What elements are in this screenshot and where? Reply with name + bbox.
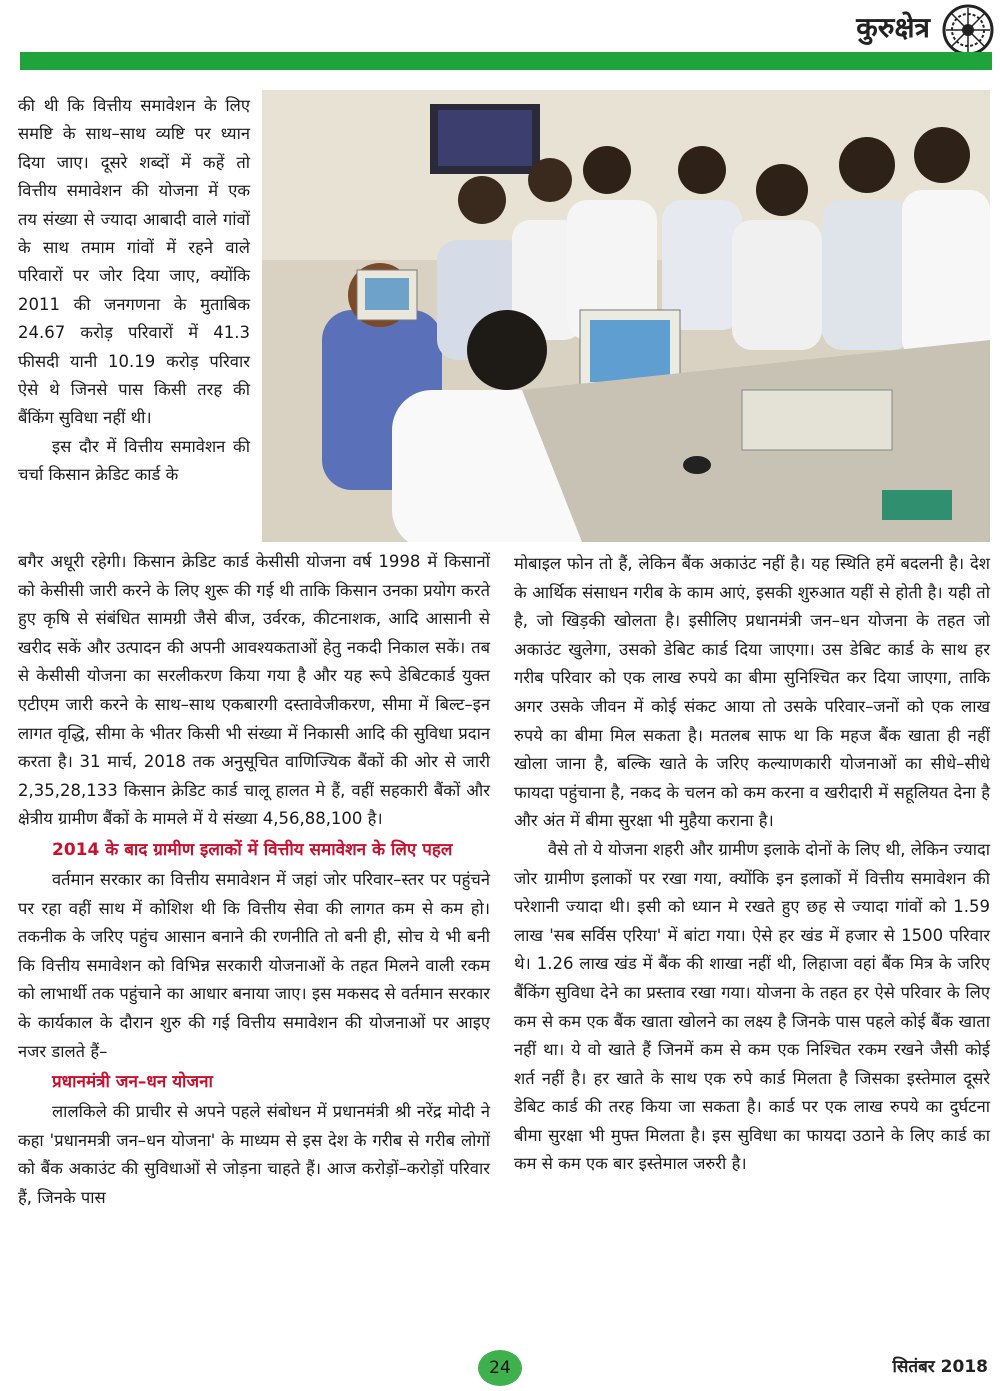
left-paragraph-2: वर्तमान सरकार का वित्तीय समावेशन में जहां जोर परिवार–स्तर पर पहुंचने पर रहा वहीं साथ में कोशिश थी कि वित्तीय सेवा की लागत कम से कम हो। तकनीक के जरिए पहुंच आसान बनाने की रणनीति तो बनी ही, सोच ये भी बनी कि वित्तीय समावेशन को विभिन्न सरकारी योजनाओं के तहत मिलने वाली रकम को लाभार्थी तक पहुंचाने का आधार बनाया जाए। इस मकसद से वर्तमान सरकार के कार्यकाल के दौरान शुरु की गई वित्तीय समावेशन की योजनाओं पर आइए नजर डालते हैं– xyxy=(18,869,490,1061)
issue-date: सितंबर 2018 xyxy=(892,1357,988,1377)
magazine-title: कुरुक्षेत्र xyxy=(856,11,930,44)
narrow-column xyxy=(18,92,250,490)
right-paragraph-2: वैसे तो ये योजना शहरी और ग्रामीण इलाके दोनों के लिए थी, लेकिन ज्यादा जोर ग्रामीण इलाकों पर रखा गया, क्योंकि इन इलाकों में वित्तीय समावेशन की परेशानी ज्यादा थी। इसी को ध्यान मे रखते हुए छह से ज्यादा गांवों को 1.59 लाख 'सब सर्विस एरिया' में बांटा गया। ऐसे हर खंड में हजार से 1500 परिवार थे। 1.26 लाख खंड में बैंक की शाखा नहीं थी, लिहाजा वहां बैंक मित्र के जरिए बैंकिंग सुविधा देने का प्रस्ताव रखा गया। योजना के तहत हर ऐसे परिवार के लिए कम से कम एक बैंक खाता खोलने का लक्ष्य है जिनके पास पहले कोई बैंक खाता नहीं था। ये वो खाते हैं जिनमें कम से कम एक निश्चित रकम रखने जैसी कोई शर्त नहीं है। हर खाते के साथ एक रुपे कार्ड मिलता है जिसका इस्तेमाल दूसरे डेबिट कार्ड की तरह किया जा सकता है। कार्ड पर एक लाख रुपये का दुर्घटना बीमा सुरक्षा भी मुफ्त मिलता है। इस सुविधा का फायदा उठाने के लिए कार्ड का कम से कम एक बार इस्तेमाल जरुरी है। xyxy=(514,839,990,1174)
narrow-paragraph-2: इस दौर में वित्तीय समावेशन की चर्चा किसान क्रेडिट कार्ड के xyxy=(18,436,250,485)
header-accent-bar xyxy=(20,52,992,70)
left-paragraph-3: लालकिले की प्राचीर से अपने पहले संबोधन में प्रधानमंत्री श्री नरेंद्र मोदी ने कहा 'प्रधानमत्री जन–धन योजना' के माध्यम से इस देश के गरीब से गरीब लोगों को बैंक अकाउंट की सुविधाओं से जोड़ना चाहते हैं। आज करोड़ों–करोड़ों परिवार हैं, जिनके पास xyxy=(18,1102,490,1207)
page-number: 24 xyxy=(478,1350,522,1386)
section-heading-jan-dhan: प्रधानमंत्री जन–धन योजना xyxy=(52,1072,213,1093)
left-paragraph-1: बगैर अधूरी रहेगी। किसान क्रेडिट कार्ड केसीसी योजना वर्ष 1998 में किसानों को केसीसी जारी करने के लिए शुरू की गई थी ताकि किसान उनका प्रयोग करते हुए कृषि से संबंधित सामग्री जैसे बीज, उर्वरक, कीटनाशक, आदि आसानी से खरीद सकें और उत्पादन की अपनी आवश्यकताओं हेतु नकदी निकाल सकें। तब से केसीसी योजना का सरलीकरण किया गया है और यह रूपे डेबिटकार्ड युक्त एटीएम जारी करने के साथ–साथ एकबारगी दस्तावेजीकरण, सीमा में बिल्ट–इन लागत वृद्धि, सीमा के भीतर किसी भी संख्या में निकासी आदि की सुविधा प्रदान करता है। 31 मार्च, 2018 तक अनुसूचित वाणिज्यिक बैंकों की ओर से जारी 2,35,28,133 किसान क्रेडिट कार्ड चालू हालत मे हैं, वहीं सहकारी बैंकों और क्षेत्रीय ग्रामीण बैंकों के मामले में ये संख्या 4,56,88,100 है। xyxy=(18,552,490,829)
chakra-emblem-icon xyxy=(942,4,994,56)
right-paragraph-1: मोबाइल फोन तो हैं, लेकिन बैंक अकाउंट नहीं है। यह स्थिति हमें बदलनी है। देश के आर्थिक संसाधन गरीब के काम आएं, इसकी शुरुआत यहीं से होती है। यही तो है, जो खिड़की खोलता है। इसीलिए प्रधानमंत्री जन–धन योजना के तहत जो अकाउंट खुलेगा, उसको डेबिट कार्ड दिया जाएगा। उस डेबिट कार्ड के साथ हर गरीब परिवार को एक लाख रुपये का बीमा सुनिश्चित कर दिया जाएगा, ताकि अगर उसके जीवन में कोई संकट आया तो उसके परिवार–जनों को एक लाख रुपये का बीमा मिल सकता है। मतलब साफ था कि महज बैंक खाता ही नहीं खोला जाना है, बल्कि खाते के जरिए कल्याणकारी योजनाओं का सीधे–सीधे फायदा पहुंचाना है, नकद के चलन को कम करना व खरीदारी में सहूलियत देना है और अंत में बीमा सुरक्षा भी मुहैया कराना है। xyxy=(514,554,990,831)
bank-counter-photo xyxy=(262,90,990,542)
section-heading-rural-initiatives: 2014 के बाद ग्रामीण इलाकों में वित्तीय समावेशन के लिए पहल xyxy=(52,839,453,860)
left-column xyxy=(18,548,490,1212)
right-column xyxy=(514,550,990,1179)
narrow-paragraph-1: की थी कि वित्तीय समावेशन के लिए समष्टि के साथ–साथ व्यष्टि पर ध्यान दिया जाए। दूसरे शब्दों में कहें तो वित्तीय समावेशन की योजना में एक तय संख्या से ज्यादा आबादी वाले गांवों के साथ तमाम गांवों में रहने वाले परिवारों पर जोर दिया जाए, क्योंकि 2011 की जनगणना के मुताबिक 24.67 करोड़ परिवारों में 41.3 फीसदी यानी 10.19 करोड़ परिवार ऐसे थे जिनसे पास किसी तरह की बैंकिंग सुविधा नहीं थी। xyxy=(18,96,250,428)
